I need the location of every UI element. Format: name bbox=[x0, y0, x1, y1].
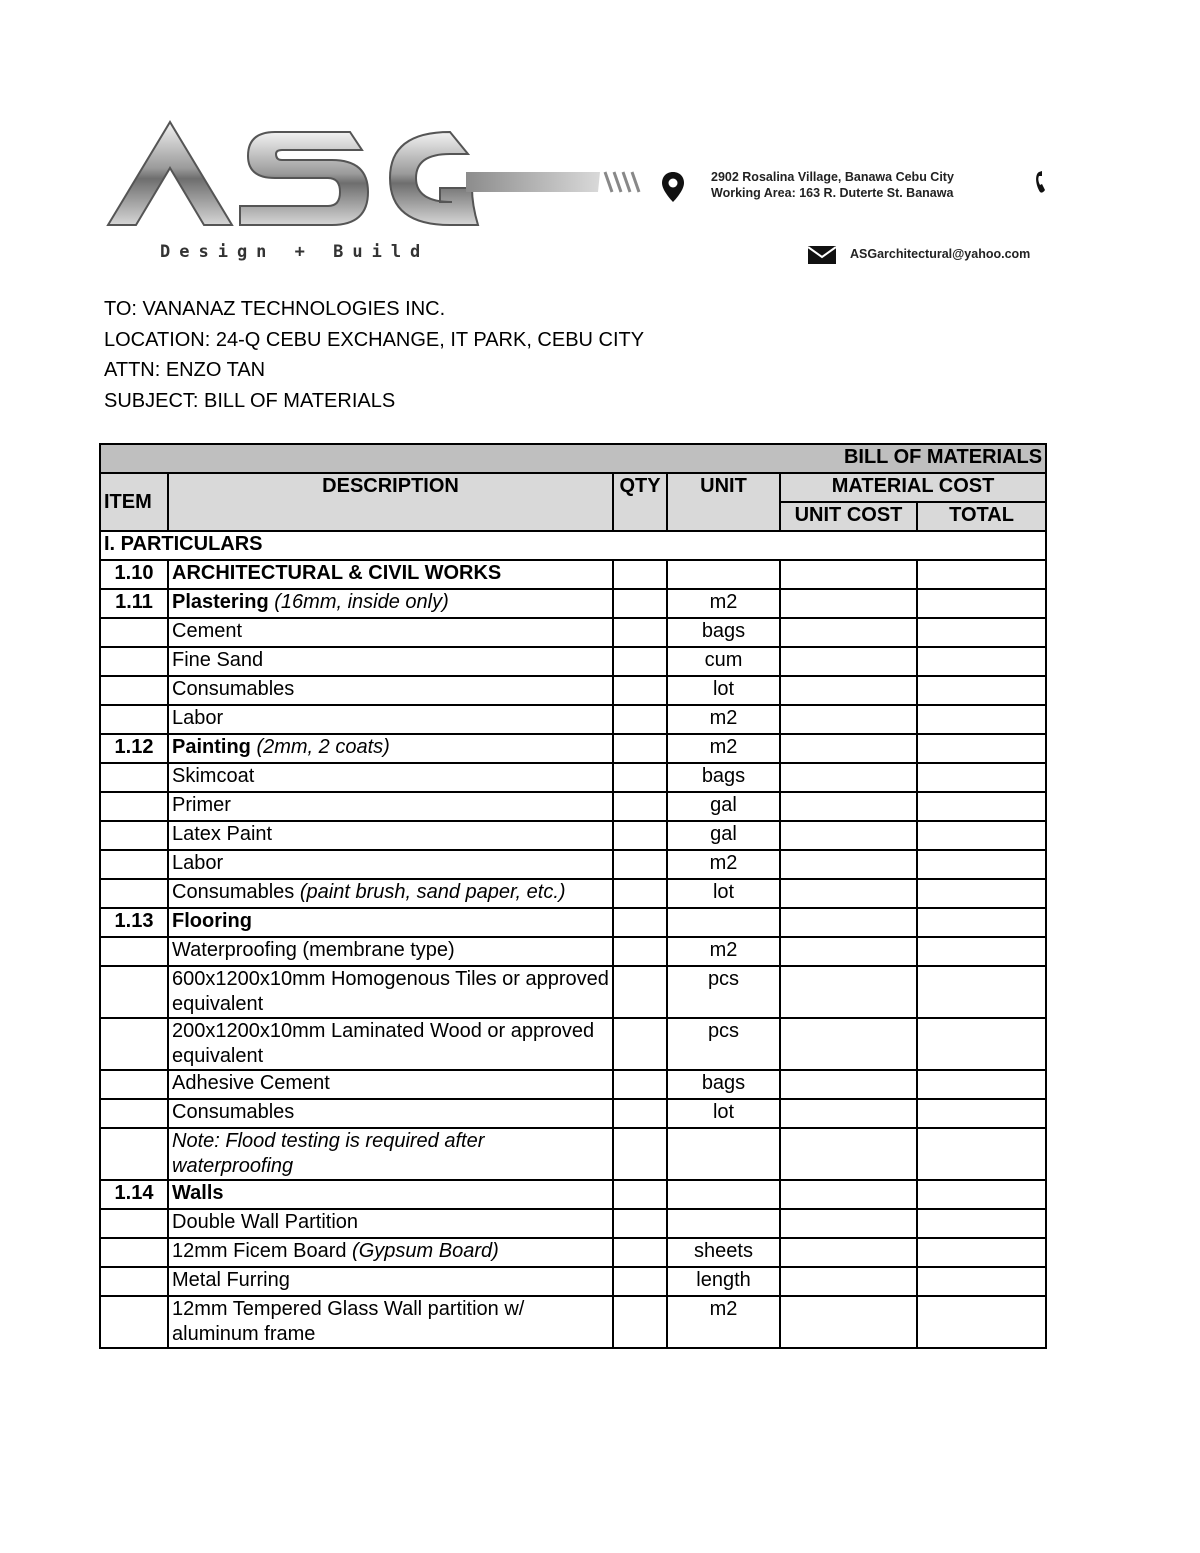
cell-unit-cost bbox=[780, 560, 917, 589]
letterhead bbox=[0, 0, 1200, 290]
cell-item bbox=[100, 850, 168, 879]
table-row bbox=[100, 966, 1046, 1018]
address-line-2: Working Area: 163 R. Duterte St. Banawa bbox=[711, 186, 954, 200]
section-row bbox=[100, 531, 1046, 560]
cell-unit-cost bbox=[780, 937, 917, 966]
cell-unit: m2 bbox=[667, 937, 780, 966]
cell-description bbox=[168, 676, 613, 705]
cell-total bbox=[917, 937, 1046, 966]
cell-unit: bags bbox=[667, 618, 780, 647]
cell-unit: m2 bbox=[667, 705, 780, 734]
cell-unit-cost bbox=[780, 1238, 917, 1267]
table-row bbox=[100, 1238, 1046, 1267]
cell-unit-cost bbox=[780, 1296, 917, 1348]
cell-total bbox=[917, 676, 1046, 705]
cell-item bbox=[100, 1018, 168, 1070]
description-text: Primer bbox=[172, 794, 231, 816]
table-row bbox=[100, 1209, 1046, 1238]
cell-total bbox=[917, 879, 1046, 908]
cell-total bbox=[917, 792, 1046, 821]
header-total: TOTAL bbox=[917, 502, 1046, 531]
cell-qty bbox=[613, 763, 667, 792]
memo-attn: ATTN: ENZO TAN bbox=[104, 359, 266, 381]
table-row bbox=[100, 908, 1046, 937]
description-text: ARCHITECTURAL & CIVIL WORKS bbox=[172, 562, 502, 584]
header-qty: QTY bbox=[613, 473, 667, 531]
cell-description bbox=[168, 1267, 613, 1296]
cell-unit-cost bbox=[780, 1267, 917, 1296]
cell-description bbox=[168, 821, 613, 850]
cell-qty bbox=[613, 850, 667, 879]
cell-description bbox=[168, 560, 613, 589]
table-row bbox=[100, 647, 1046, 676]
cell-unit bbox=[667, 1128, 780, 1180]
description-text: 12mm Ficem Board bbox=[172, 1240, 347, 1262]
cell-description bbox=[168, 1238, 613, 1267]
description-note: (Gypsum Board) bbox=[346, 1240, 499, 1262]
cell-description bbox=[168, 1128, 613, 1180]
description-text: Plastering bbox=[172, 591, 269, 613]
cell-description bbox=[168, 879, 613, 908]
cell-qty bbox=[613, 1296, 667, 1348]
cell-unit-cost bbox=[780, 1099, 917, 1128]
cell-description bbox=[168, 1070, 613, 1099]
cell-unit-cost bbox=[780, 1209, 917, 1238]
cell-description bbox=[168, 763, 613, 792]
cell-unit: m2 bbox=[667, 589, 780, 618]
description-text: Consumables bbox=[172, 881, 295, 903]
table-row bbox=[100, 560, 1046, 589]
cell-item: 1.12 bbox=[100, 734, 168, 763]
cell-unit: m2 bbox=[667, 734, 780, 763]
description-text: Fine Sand bbox=[172, 649, 264, 671]
description-text: Consumables bbox=[172, 1101, 295, 1123]
cell-unit bbox=[667, 908, 780, 937]
cell-item bbox=[100, 1209, 168, 1238]
cell-total bbox=[917, 647, 1046, 676]
cell-unit-cost bbox=[780, 821, 917, 850]
cell-total bbox=[917, 1070, 1046, 1099]
cell-total bbox=[917, 734, 1046, 763]
cell-total bbox=[917, 966, 1046, 1018]
cell-total bbox=[917, 618, 1046, 647]
cell-unit-cost bbox=[780, 618, 917, 647]
cell-item bbox=[100, 647, 168, 676]
cell-total bbox=[917, 560, 1046, 589]
table-row bbox=[100, 676, 1046, 705]
header-row-1 bbox=[100, 473, 1046, 502]
cell-unit-cost bbox=[780, 1070, 917, 1099]
cell-item bbox=[100, 1128, 168, 1180]
tagline: Design + Build bbox=[160, 242, 430, 262]
cell-item bbox=[100, 966, 168, 1018]
cell-unit: pcs bbox=[667, 966, 780, 1018]
address-line-1: 2902 Rosalina Village, Banawa Cebu City bbox=[711, 170, 954, 184]
cell-item: 1.13 bbox=[100, 908, 168, 937]
cell-unit bbox=[667, 1180, 780, 1209]
memo-block bbox=[104, 294, 644, 416]
phone-icon bbox=[1033, 170, 1047, 196]
cell-total bbox=[917, 1018, 1046, 1070]
description-text: Waterproofing (membrane type) bbox=[172, 939, 455, 961]
description-note: (16mm, inside only) bbox=[268, 591, 449, 613]
cell-unit: pcs bbox=[667, 1018, 780, 1070]
section-label: I. PARTICULARS bbox=[100, 531, 1046, 560]
cell-total bbox=[917, 705, 1046, 734]
mail-icon bbox=[807, 245, 837, 265]
cell-item: 1.11 bbox=[100, 589, 168, 618]
cell-qty bbox=[613, 1128, 667, 1180]
company-address bbox=[711, 169, 954, 201]
header-material-cost: MATERIAL COST bbox=[780, 473, 1046, 502]
cell-unit-cost bbox=[780, 879, 917, 908]
memo-subject: SUBJECT: BILL OF MATERIALS bbox=[104, 389, 396, 412]
cell-item bbox=[100, 1267, 168, 1296]
cell-qty bbox=[613, 908, 667, 937]
cell-unit: bags bbox=[667, 1070, 780, 1099]
table-row bbox=[100, 705, 1046, 734]
cell-qty bbox=[613, 647, 667, 676]
table-row bbox=[100, 1180, 1046, 1209]
table-row bbox=[100, 589, 1046, 618]
cell-qty bbox=[613, 676, 667, 705]
cell-unit-cost bbox=[780, 1128, 917, 1180]
cell-unit: length bbox=[667, 1267, 780, 1296]
cell-item bbox=[100, 937, 168, 966]
cell-unit: m2 bbox=[667, 850, 780, 879]
description-note: (paint brush, sand paper, etc.) bbox=[294, 881, 566, 903]
table-row bbox=[100, 734, 1046, 763]
cell-unit-cost bbox=[780, 1180, 917, 1209]
cell-unit-cost bbox=[780, 792, 917, 821]
cell-total bbox=[917, 589, 1046, 618]
cell-unit: sheets bbox=[667, 1238, 780, 1267]
cell-qty bbox=[613, 734, 667, 763]
cell-unit-cost bbox=[780, 1018, 917, 1070]
cell-unit-cost bbox=[780, 850, 917, 879]
cell-qty bbox=[613, 1018, 667, 1070]
cell-qty bbox=[613, 937, 667, 966]
table-row bbox=[100, 763, 1046, 792]
location-pin-icon bbox=[660, 170, 686, 204]
table-row bbox=[100, 879, 1046, 908]
cell-item bbox=[100, 1070, 168, 1099]
cell-description bbox=[168, 966, 613, 1018]
header-item: ITEM bbox=[100, 473, 168, 531]
table-row bbox=[100, 1128, 1046, 1180]
cell-total bbox=[917, 1267, 1046, 1296]
table-row bbox=[100, 937, 1046, 966]
description-text: Walls bbox=[172, 1182, 224, 1204]
cell-qty bbox=[613, 560, 667, 589]
description-text: Cement bbox=[172, 620, 243, 642]
cell-description bbox=[168, 705, 613, 734]
cell-item bbox=[100, 792, 168, 821]
header-unit: UNIT bbox=[667, 473, 780, 531]
cell-total bbox=[917, 763, 1046, 792]
table-row bbox=[100, 1296, 1046, 1348]
cell-unit: gal bbox=[667, 821, 780, 850]
cell-item bbox=[100, 676, 168, 705]
cell-unit-cost bbox=[780, 705, 917, 734]
table-row bbox=[100, 850, 1046, 879]
header-description: DESCRIPTION bbox=[168, 473, 613, 531]
cell-total bbox=[917, 1296, 1046, 1348]
table-row bbox=[100, 618, 1046, 647]
cell-description bbox=[168, 734, 613, 763]
cell-description bbox=[168, 1099, 613, 1128]
cell-total bbox=[917, 1180, 1046, 1209]
cell-qty bbox=[613, 879, 667, 908]
cell-qty bbox=[613, 792, 667, 821]
cell-unit: bags bbox=[667, 763, 780, 792]
table-row bbox=[100, 821, 1046, 850]
cell-qty bbox=[613, 1099, 667, 1128]
memo-to: TO: VANANAZ TECHNOLOGIES INC. bbox=[104, 298, 446, 320]
cell-unit: gal bbox=[667, 792, 780, 821]
cell-unit bbox=[667, 560, 780, 589]
table-row bbox=[100, 1070, 1046, 1099]
cell-unit: lot bbox=[667, 879, 780, 908]
cell-item: 1.14 bbox=[100, 1180, 168, 1209]
description-text: Latex Paint bbox=[172, 823, 273, 845]
cell-description bbox=[168, 792, 613, 821]
table-row bbox=[100, 1018, 1046, 1070]
cell-description bbox=[168, 647, 613, 676]
cell-qty bbox=[613, 1267, 667, 1296]
cell-unit-cost bbox=[780, 734, 917, 763]
description-text: Consumables bbox=[172, 678, 295, 700]
description-text: Labor bbox=[172, 852, 224, 874]
bill-of-materials-table bbox=[99, 443, 1047, 1349]
cell-qty bbox=[613, 1070, 667, 1099]
header-unit-cost: UNIT COST bbox=[780, 502, 917, 531]
cell-unit-cost bbox=[780, 589, 917, 618]
description-text: 12mm Tempered Glass Wall partition w/ aluminum frame bbox=[172, 1298, 525, 1345]
cell-item bbox=[100, 879, 168, 908]
cell-unit-cost bbox=[780, 647, 917, 676]
description-text: 200x1200x10mm Laminated Wood or approved equivalent bbox=[172, 1020, 595, 1067]
cell-unit-cost bbox=[780, 763, 917, 792]
cell-description bbox=[168, 589, 613, 618]
cell-qty bbox=[613, 1209, 667, 1238]
cell-unit-cost bbox=[780, 676, 917, 705]
cell-qty bbox=[613, 966, 667, 1018]
description-text: 600x1200x10mm Homogenous Tiles or approved equivalent bbox=[172, 968, 609, 1015]
description-text: Double Wall Partition bbox=[172, 1211, 359, 1233]
description-text: Painting bbox=[172, 736, 251, 758]
cell-qty bbox=[613, 618, 667, 647]
cell-description bbox=[168, 1018, 613, 1070]
cell-item bbox=[100, 763, 168, 792]
cell-unit-cost bbox=[780, 908, 917, 937]
cell-total bbox=[917, 1128, 1046, 1180]
table-row bbox=[100, 1099, 1046, 1128]
memo-location: LOCATION: 24-Q CEBU EXCHANGE, IT PARK, CEBU CITY bbox=[104, 328, 645, 351]
cell-item bbox=[100, 821, 168, 850]
cell-qty bbox=[613, 821, 667, 850]
description-note: (2mm, 2 coats) bbox=[250, 736, 390, 758]
cell-item bbox=[100, 1099, 168, 1128]
cell-item bbox=[100, 705, 168, 734]
cell-unit: m2 bbox=[667, 1296, 780, 1348]
cell-unit: lot bbox=[667, 676, 780, 705]
cell-total bbox=[917, 821, 1046, 850]
company-email: ASGarchitectural@yahoo.com bbox=[850, 247, 1031, 261]
table-row bbox=[100, 792, 1046, 821]
cell-description bbox=[168, 908, 613, 937]
cell-item: 1.10 bbox=[100, 560, 168, 589]
cell-total bbox=[917, 1209, 1046, 1238]
cell-unit bbox=[667, 1209, 780, 1238]
cell-unit: lot bbox=[667, 1099, 780, 1128]
cell-item bbox=[100, 1296, 168, 1348]
description-note: Note: Flood testing is required after waterproofing bbox=[172, 1130, 485, 1177]
cell-item bbox=[100, 618, 168, 647]
table-title: BILL OF MATERIALS bbox=[100, 444, 1046, 473]
cell-description bbox=[168, 850, 613, 879]
cell-description bbox=[168, 937, 613, 966]
description-text: Skimcoat bbox=[172, 765, 255, 787]
cell-description bbox=[168, 618, 613, 647]
cell-qty bbox=[613, 1180, 667, 1209]
cell-unit-cost bbox=[780, 966, 917, 1018]
table-row bbox=[100, 1267, 1046, 1296]
cell-qty bbox=[613, 589, 667, 618]
table-title-row bbox=[100, 444, 1046, 473]
cell-total bbox=[917, 908, 1046, 937]
description-text: Metal Furring bbox=[172, 1269, 290, 1291]
cell-total bbox=[917, 850, 1046, 879]
description-text: Flooring bbox=[172, 910, 252, 932]
cell-description bbox=[168, 1209, 613, 1238]
cell-total bbox=[917, 1238, 1046, 1267]
cell-description bbox=[168, 1180, 613, 1209]
description-text: Labor bbox=[172, 707, 224, 729]
cell-qty bbox=[613, 705, 667, 734]
cell-qty bbox=[613, 1238, 667, 1267]
cell-total bbox=[917, 1099, 1046, 1128]
cell-description bbox=[168, 1296, 613, 1348]
cell-unit: cum bbox=[667, 647, 780, 676]
cell-item bbox=[100, 1238, 168, 1267]
description-text: Adhesive Cement bbox=[172, 1072, 330, 1094]
